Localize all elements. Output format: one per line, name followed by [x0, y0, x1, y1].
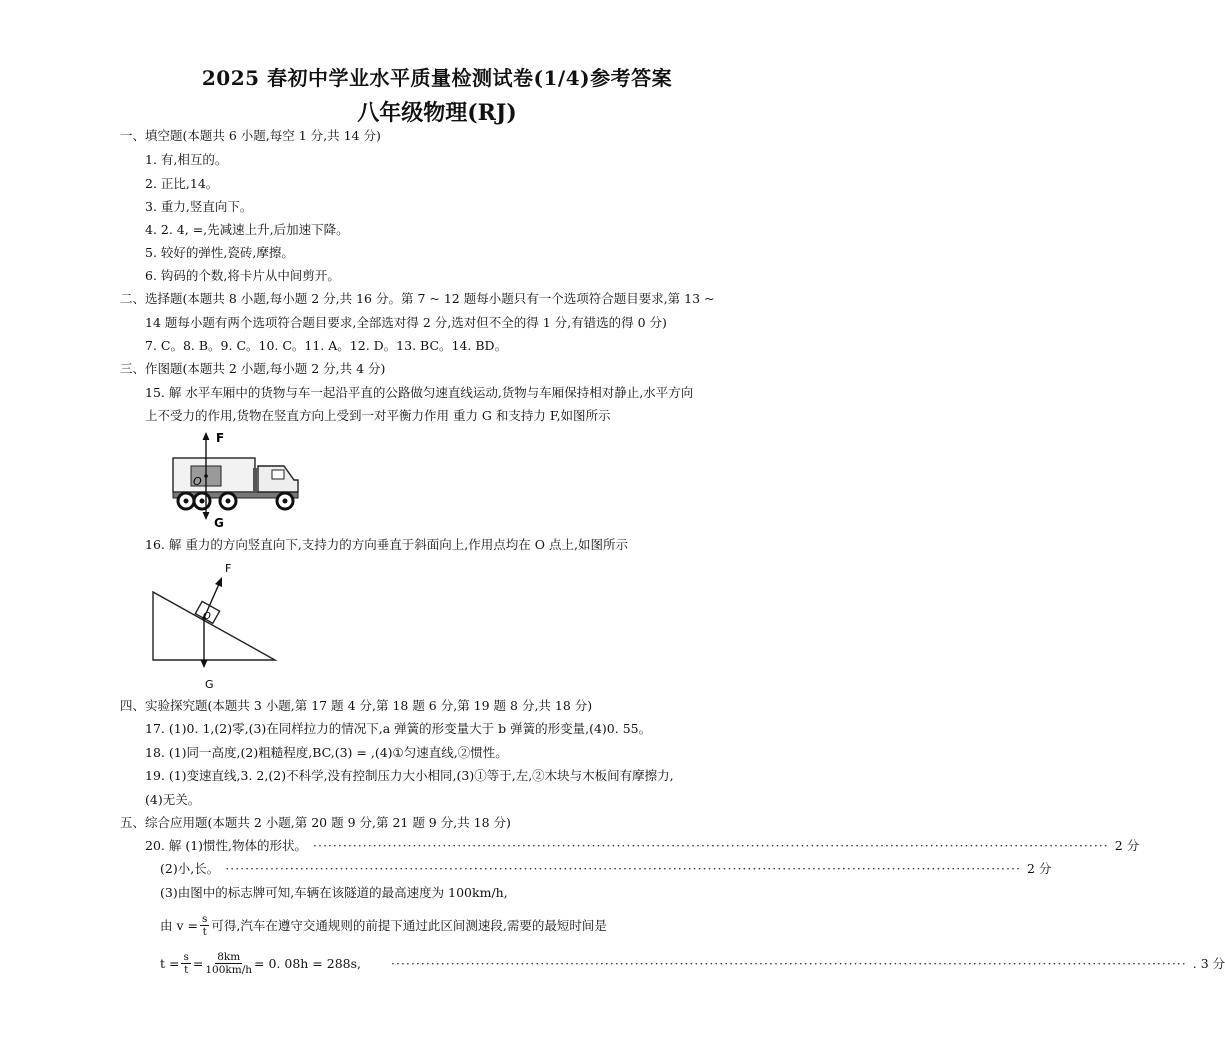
answer-19-line2: (4)无关。 [145, 792, 201, 807]
answer-5: 5. 较好的弹性,瓷砖,摩擦。 [145, 245, 294, 260]
answer-17: 17. (1)0. 1,(2)零,(3)在同样拉力的情况下,a 弹簧的形变量大于 b 弹簧的形变量,(4)0. 55。 [145, 721, 652, 736]
answer-3: 3. 重力,竖直向下。 [145, 199, 253, 214]
q16-line1: 16. 解 重力的方向竖直向下,支持力的方向垂直于斜面向上,作用点均在 O 点上,如图所示 [145, 537, 628, 552]
section2-heading: 二、选择题(本题共 8 小题,每小题 2 分,共 16 分。第 7 ~ 12 题每小题只有一个选项符合题目要求,第 13 ~ [120, 291, 715, 306]
answer-2: 2. 正比,14。 [145, 176, 219, 191]
q15-line2: 上不受力的作用,货物在竖直方向上受到一对平衡力作用 重力 G 和支持力 F,如图所示 [145, 408, 611, 423]
leader-dots: ································································································································································ [313, 838, 1109, 853]
answer-20-part5 [160, 951, 1225, 976]
fraction-numerator: s [183, 951, 189, 963]
fig15-label-f: F [216, 431, 225, 445]
answer-20-part2 [160, 861, 1052, 877]
section4-heading: 四、实验探究题(本题共 3 小题,第 17 题 4 分,第 18 题 6 分,第 19 题 8 分,共 18 分) [120, 698, 593, 713]
section3-heading: 三、作图题(本题共 2 小题,每小题 2 分,共 4 分) [120, 361, 386, 376]
score-20-part1: 2 分 [1114, 838, 1140, 853]
score-20-part2: 2 分 [1026, 861, 1052, 876]
score-20-part5: . 3 分 [1192, 955, 1225, 971]
fraction-s-over-t-2 [181, 951, 190, 976]
fig16-label-f: F [225, 562, 232, 575]
fraction-numerator: s [201, 913, 208, 925]
section2-heading-cont: 14 题每小题有两个选项符合题目要求,全部选对得 2 分,选对但不全的得 1 分,有错选的得 0 分) [145, 315, 667, 330]
answer-1: 1. 有,相互的。 [145, 152, 228, 167]
answer-4: 4. 2. 4, =,先减速上升,后加速下降。 [145, 222, 349, 237]
fraction-denominator: t [202, 926, 207, 938]
answer-20-part3: (3)由图中的标志牌可知,车辆在该隧道的最高速度为 100km/h, [160, 885, 508, 900]
answer-19-line1: 19. (1)变速直线,3. 2,(2)不科学,没有控制压力大小相同,(3)①等于,左,②木块与木板间有摩擦力, [145, 768, 674, 783]
formula-t-result: = 0. 08h = 288s, [254, 955, 362, 971]
section2-answers: 7. C。8. B。9. C。10. C。11. A。12. D。13. BC。14. BD。 [145, 338, 508, 353]
q15-line1: 15. 解 水平车厢中的货物与车一起沿平直的公路做匀速直线运动,货物与车厢保持相对静止,水平方向 [145, 385, 694, 400]
fig16-label-o: O [203, 611, 211, 622]
answer-20-part2-text: (2)小,长。 [160, 861, 220, 876]
formula-v-suffix: 可得,汽车在遵守交通规则的前提下通过此区间测速段,需要的最短时间是 [211, 917, 607, 933]
section1-heading: 一、填空题(本题共 6 小题,每空 1 分,共 14 分) [120, 128, 381, 143]
page-title: 2025 春初中学业水平质量检测试卷(1/4)参考答案 [201, 66, 673, 90]
fig15-label-o: O [193, 475, 202, 488]
section5-heading: 五、综合应用题(本题共 2 小题,第 20 题 9 分,第 21 题 9 分,共 18 分) [120, 815, 511, 830]
formula-equals: = [192, 955, 204, 971]
answer-6: 6. 钩码的个数,将卡片从中间剪开。 [145, 268, 340, 283]
fig16-label-g: G [205, 678, 214, 691]
answer-20-part1 [145, 838, 1140, 854]
answer-18: 18. (1)同一高度,(2)粗糙程度,BC,(3) = ,(4)①匀速直线,②惯性。 [145, 745, 508, 760]
fraction-s-over-t [200, 913, 209, 938]
leader-dots: ································································································································································ [225, 861, 1021, 876]
fraction-denominator: t [184, 964, 189, 976]
incline-force-diagram [145, 556, 285, 694]
fraction-numerator: 8km [217, 951, 241, 963]
formula-t-prefix: t = [160, 955, 180, 971]
answer-20-part4 [160, 913, 607, 938]
formula-v-prefix: 由 v = [160, 917, 198, 933]
leader-dots: ································································································································································ [391, 955, 1187, 971]
page-subtitle: 八年级物理(RJ) [357, 100, 517, 126]
fraction-8km-over-100kmh [205, 951, 252, 976]
truck-force-diagram [168, 428, 313, 533]
answer-20-part1-text: 20. 解 (1)惯性,物体的形状。 [145, 838, 308, 853]
fig15-label-g: G [214, 516, 224, 530]
fraction-denominator: 100km/h [205, 964, 253, 976]
